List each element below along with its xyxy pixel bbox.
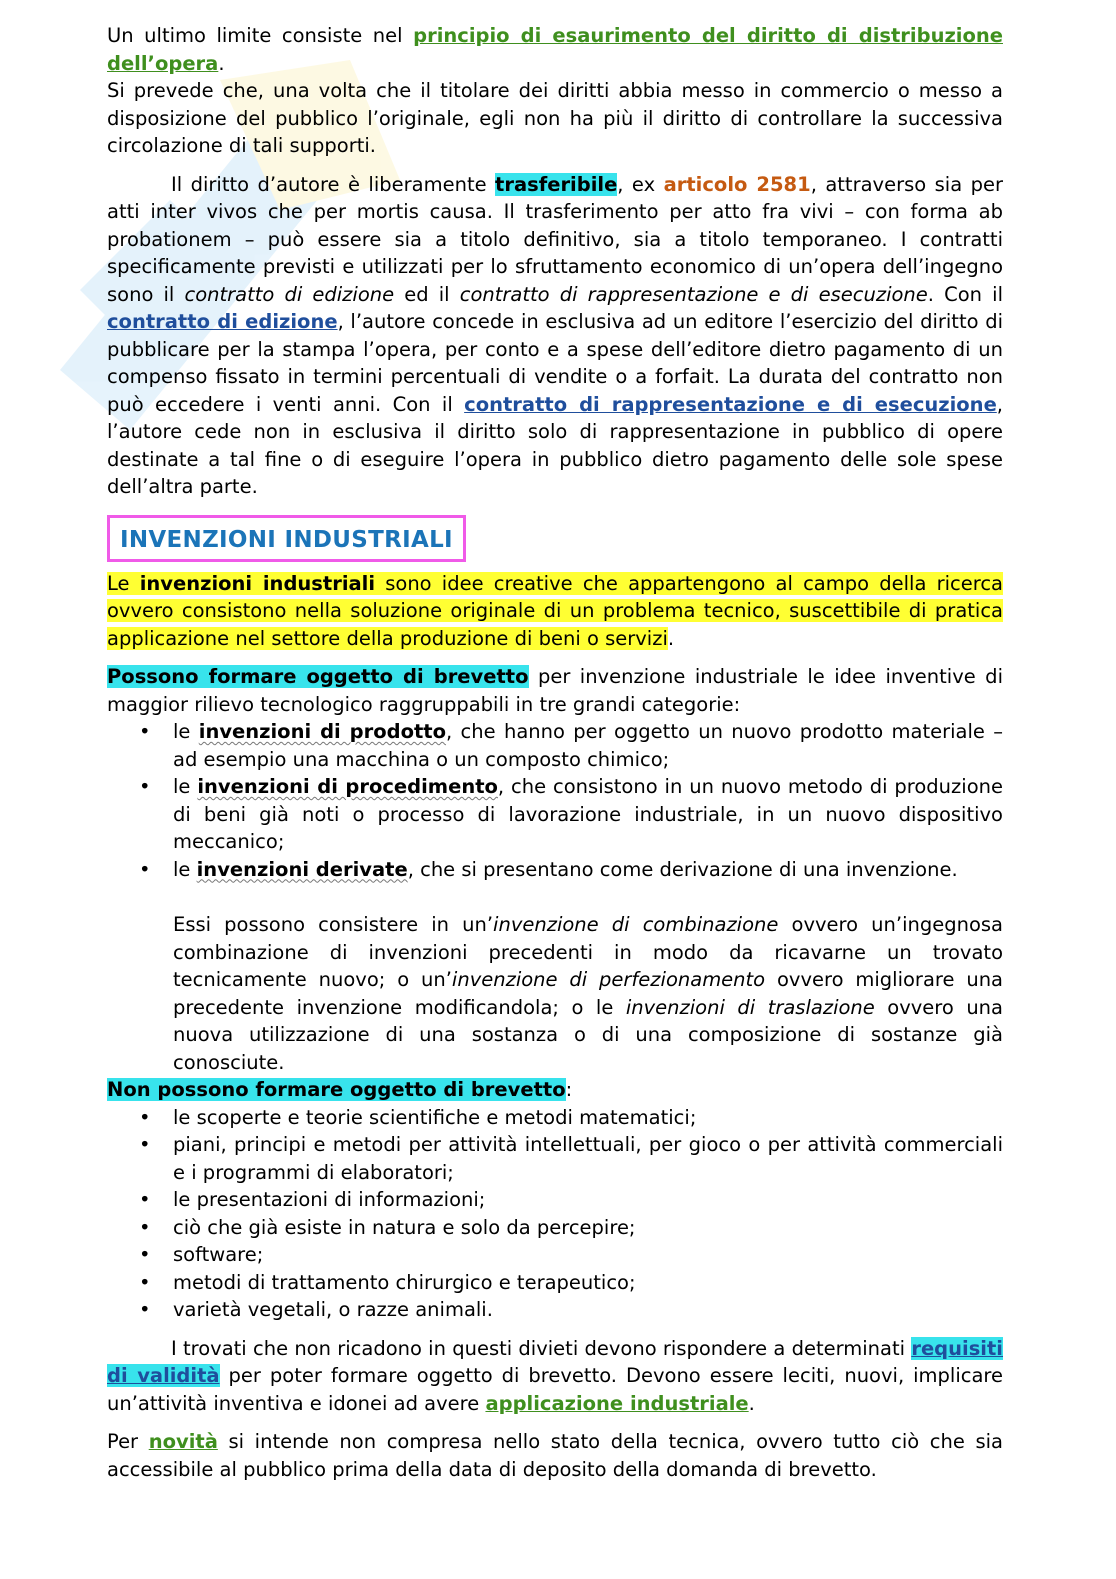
text: , l’autore cede non in esclusiva il diritto solo di rappresentazione in pubblico di opere destinate a tal fine o di eseguire l’opera in pubblico dietro pagamento delle sole spese dell’altra parte. (107, 392, 1003, 498)
link-principio-esaurimento[interactable]: principio di esaurimento del diritto di distribuzione dell’opera (107, 24, 1003, 75)
highlight-non-possono: Non possono formare oggetto di brevetto (107, 1078, 566, 1101)
text: Un ultimo limite consiste nel (107, 24, 414, 47)
document-page (107, 22, 1003, 1483)
list-item: • metodi di trattamento chirurgico e terapeutico; (107, 1269, 1003, 1297)
text: ovvero una nuova utilizzazione di una sostanza o di una composizione di sostanze già conosciute. (173, 995, 1003, 1074)
text: , che hanno per oggetto un nuovo prodotto materiale – ad esempio una macchina o un composto chimico; (173, 720, 1003, 771)
text: . (218, 51, 225, 75)
italic-invenzioni-traslazione: invenzioni di traslazione (625, 995, 875, 1019)
highlight-definizione (107, 572, 1003, 650)
paragraph-requisiti (107, 1335, 1003, 1418)
term-invenzioni-prodotto: invenzioni di prodotto (198, 720, 447, 743)
text: Essi possono consistere in un’ (173, 913, 494, 936)
text: per invenzione industriale le idee inventive di maggior rilievo tecnologico raggruppabili in tre grandi categorie: (107, 665, 1003, 716)
text: . (667, 626, 675, 650)
italic-contratto-edizione: contratto di edizione (184, 282, 395, 306)
list-item: • software; (107, 1241, 1003, 1269)
term-invenzioni-procedimento: invenzioni di procedimento (197, 775, 498, 798)
text: per poter formare oggetto di brevetto. Devono essere leciti, nuovi, implicare un’attività inventiva e idonei ad avere (107, 1364, 1003, 1415)
list-esclusioni (107, 1104, 1003, 1324)
text: si intende non compresa nello stato della tecnica, ovvero tutto ciò che sia accessibile al pubblico prima della data di deposito della domanda di brevetto. (107, 1430, 1003, 1481)
italic-contratto-rappresentazione: contratto di rappresentazione e di esecuzione (459, 282, 928, 306)
articolo-2581: articolo 2581 (663, 172, 811, 196)
text: le (173, 720, 199, 743)
text: le (173, 857, 197, 881)
highlight-possono-formare: Possono formare oggetto di brevetto (107, 665, 529, 688)
text: , che si presentano come derivazione di una invenzione. (407, 857, 958, 881)
text: sono idee creative che appartengono al campo della ricerca ovvero consistono nella soluzione originale di un problema tecnico, suscettibile di pratica applicazione nel settore della produzione di beni o servizi (107, 571, 1004, 650)
list-item (107, 856, 1003, 884)
text: ed il (394, 282, 460, 306)
term-invenzioni-derivate: invenzioni derivate (196, 857, 408, 881)
paragraph-novita (107, 1428, 1003, 1483)
paragraph-invenzioni-definizione (107, 570, 1003, 653)
paragraph-combinazione (107, 911, 1003, 1076)
link-novita[interactable]: novità (148, 1430, 218, 1453)
list-item (107, 718, 1003, 773)
paragraph-diritto-autore (107, 171, 1003, 501)
paragraph-possono-formare (107, 663, 1003, 718)
list-item: • piani, principi e metodi per attività intellettuali, per gioco o per attività commerciali e i programmi di elaboratori; (107, 1131, 1003, 1186)
link-contratto-rappresentazione[interactable]: contratto di rappresentazione e di esecuzione (464, 392, 997, 416)
italic-invenzione-combinazione: invenzione di combinazione (493, 913, 779, 936)
text: . Con il (927, 282, 1003, 306)
text: Per (107, 1430, 149, 1453)
italic-invenzione-perfezionamento: invenzione di perfezionamento (451, 968, 766, 991)
text: Il diritto d’autore è liberamente (171, 172, 496, 196)
list-categorie (107, 718, 1003, 883)
paragraph-circolazione: Si prevede che, una volta che il titolare dei diritti abbia messo in commercio o messo a disposizione del pubblico l’originale, egli non ha più il diritto di controllare la successiva circolazione di tali supporti. (107, 79, 1003, 157)
text: : (565, 1078, 573, 1101)
bold-invenzioni-industriali: invenzioni industriali (139, 571, 376, 595)
text: ovvero migliorare una precedente invenzione modificandola; o le (173, 968, 1003, 1019)
text: , ex (617, 172, 664, 196)
text: , l’autore concede in esclusiva ad un editore l’esercizio del diritto di pubblicare per la stampa l’opera, per conto e a spese dell’editore dietro pagamento di un compenso fissato in termini percentuali di vendite o a forfait. La durata del contratto non può eccedere i venti anni. Con il (107, 310, 1003, 416)
list-item: • varietà vegetali, o razze animali. (107, 1296, 1003, 1324)
text: , attraverso sia per atti inter vivos che per mortis causa. Il trasferimento per atto fra vivi – con forma ab probationem – può essere sia a titolo definitivo, sia a titolo temporaneo. I contratti specificamente previsti e utilizzati per lo sfruttamento economico di un’opera dell’ingegno sono il (107, 172, 1003, 306)
text: Le (107, 571, 140, 595)
text: ovvero un’ingegnosa combinazione di invenzioni precedenti in modo da ricavarne un trovato tecnicamente nuovo; o un’ (173, 913, 1003, 991)
list-item: • le presentazioni di informazioni; (107, 1186, 1003, 1214)
paragraph-esaurimento (107, 22, 1003, 77)
link-contratto-edizione[interactable]: contratto di edizione (107, 310, 338, 333)
highlight-requisiti-validita[interactable]: requisiti di validità (107, 1336, 1003, 1387)
text: le (173, 775, 198, 798)
section-heading: INVENZIONI INDUSTRIALI (107, 515, 466, 562)
text: , che consistono in un nuovo metodo di produzione di beni già noti o processo di lavorazione industriale, in un nuovo dispositivo meccanico; (173, 775, 1003, 853)
link-applicazione-industriale[interactable]: applicazione industriale (485, 1391, 749, 1415)
list-item: • le scoperte e teorie scientifiche e metodi matematici; (107, 1104, 1003, 1132)
list-item (107, 773, 1003, 856)
text: I trovati che non ricadono in questi divieti devono rispondere a determinati (171, 1336, 912, 1360)
list-item: • ciò che già esiste in natura e solo da percepire; (107, 1214, 1003, 1242)
paragraph-non-possono (107, 1076, 1003, 1104)
text: . (748, 1391, 755, 1415)
highlight-trasferibile: trasferibile (495, 172, 618, 196)
